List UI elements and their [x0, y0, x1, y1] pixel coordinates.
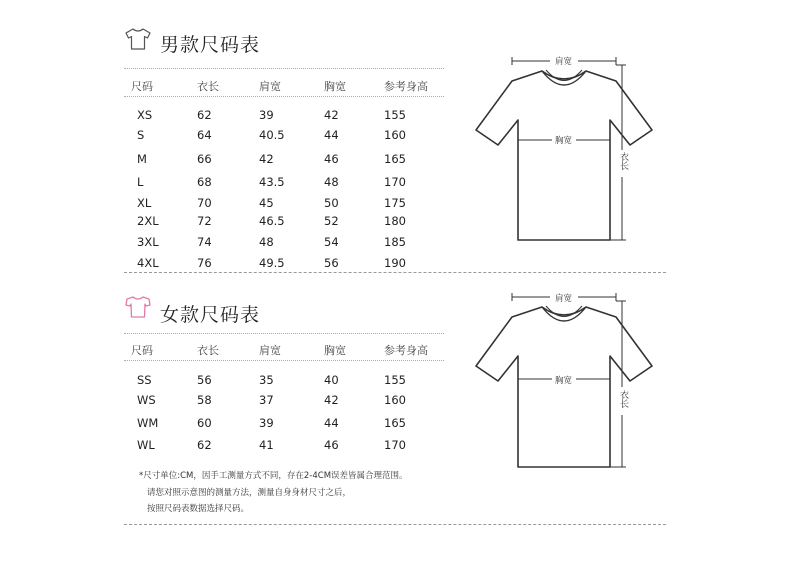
men-title-divider: [124, 68, 444, 69]
women-header-divider: [124, 360, 444, 361]
women-row-1-chest: 42: [324, 393, 339, 407]
women-row-0-chest: 40: [324, 373, 339, 387]
women-row-2-size: WM: [137, 416, 159, 430]
men-row-6-height: 185: [384, 235, 406, 249]
men-row-7-length: 76: [197, 256, 212, 270]
men-row-1-size: S: [137, 128, 145, 142]
men-row-2-chest: 46: [324, 152, 339, 166]
women-row-3-shoulder: 41: [259, 438, 274, 452]
women-row-3-length: 62: [197, 438, 212, 452]
women-row-1-height: 160: [384, 393, 406, 407]
women-row-1-length: 58: [197, 393, 212, 407]
men-row-6-length: 74: [197, 235, 212, 249]
men-row-4-shoulder: 45: [259, 196, 274, 210]
men-size-table-title: 男款尺码表: [160, 34, 261, 56]
women-diagram-chest-label: 胸宽: [555, 376, 573, 386]
men-row-3-size: L: [137, 175, 144, 189]
men-row-2-length: 66: [197, 152, 212, 166]
men-header-height: 参考身高: [384, 80, 428, 93]
men-row-4-chest: 50: [324, 196, 339, 210]
women-row-0-size: SS: [137, 373, 152, 387]
men-row-7-height: 190: [384, 256, 406, 270]
women-row-2-height: 165: [384, 416, 406, 430]
men-row-2-size: M: [137, 152, 147, 166]
men-row-6-size: 3XL: [137, 235, 159, 249]
size-note-1: *尺寸单位:CM，因手工测量方式不同，存在2-4CM误差皆属合理范围。: [139, 471, 408, 481]
tshirt-pink-icon: [124, 294, 152, 320]
men-row-4-size: XL: [137, 196, 152, 210]
men-row-0-size: XS: [137, 108, 153, 122]
men-row-1-length: 64: [197, 128, 212, 142]
size-note-2: 请您对照示意图的测量方法，测量自身身材尺寸之后，: [147, 488, 352, 498]
men-row-0-chest: 42: [324, 108, 339, 122]
women-row-0-height: 155: [384, 373, 406, 387]
men-header-divider: [124, 96, 444, 97]
women-row-1-shoulder: 37: [259, 393, 274, 407]
women-section-divider: [124, 524, 666, 525]
men-row-5-size: 2XL: [137, 214, 159, 228]
men-row-2-shoulder: 42: [259, 152, 274, 166]
men-header-chest: 胸宽: [324, 80, 346, 93]
women-row-3-size: WL: [137, 438, 155, 452]
men-row-7-size: 4XL: [137, 256, 159, 270]
men-section-divider: [124, 272, 666, 273]
men-diagram-chest-label: 胸宽: [555, 136, 573, 146]
women-title-divider: [124, 333, 444, 334]
women-size-table-title: 女款尺码表: [160, 304, 261, 326]
men-row-3-height: 170: [384, 175, 406, 189]
men-header-size: 尺码: [131, 80, 153, 93]
women-row-1-size: WS: [137, 393, 156, 407]
women-row-0-shoulder: 35: [259, 373, 274, 387]
women-header-size: 尺码: [131, 344, 153, 357]
men-diagram-shoulder-label: 肩宽: [555, 57, 573, 67]
men-header-length: 衣长: [197, 80, 219, 93]
men-diagram-length-text: 衣长: [618, 152, 628, 170]
men-diagram-length-label: [617, 152, 627, 174]
women-row-2-length: 60: [197, 416, 212, 430]
men-row-6-chest: 54: [324, 235, 339, 249]
men-row-0-height: 155: [384, 108, 406, 122]
women-row-2-shoulder: 39: [259, 416, 274, 430]
women-diagram-length-text: 衣长: [618, 390, 628, 408]
men-row-3-length: 68: [197, 175, 212, 189]
men-row-5-height: 180: [384, 214, 406, 228]
women-diagram-length-label: [617, 390, 627, 412]
men-row-2-height: 165: [384, 152, 406, 166]
women-header-chest: 胸宽: [324, 344, 346, 357]
women-header-height: 参考身高: [384, 344, 428, 357]
men-row-5-chest: 52: [324, 214, 339, 228]
men-row-7-shoulder: 49.5: [259, 256, 285, 270]
tshirt-outline-icon: [124, 27, 152, 51]
men-row-3-shoulder: 43.5: [259, 175, 285, 189]
men-row-1-height: 160: [384, 128, 406, 142]
men-row-1-chest: 44: [324, 128, 339, 142]
men-header-shoulder: 肩宽: [259, 80, 281, 93]
size-note-3: 按照尺码表数据选择尺码。: [147, 504, 250, 514]
men-row-6-shoulder: 48: [259, 235, 274, 249]
men-row-3-chest: 48: [324, 175, 339, 189]
men-row-1-shoulder: 40.5: [259, 128, 285, 142]
men-row-0-length: 62: [197, 108, 212, 122]
men-row-5-shoulder: 46.5: [259, 214, 285, 228]
men-row-7-chest: 56: [324, 256, 339, 270]
women-tshirt-diagram: [470, 287, 670, 487]
men-row-5-length: 72: [197, 214, 212, 228]
women-row-0-length: 56: [197, 373, 212, 387]
women-row-2-chest: 44: [324, 416, 339, 430]
women-row-3-height: 170: [384, 438, 406, 452]
women-diagram-shoulder-label: 肩宽: [555, 294, 573, 304]
men-row-4-height: 175: [384, 196, 406, 210]
women-header-shoulder: 肩宽: [259, 344, 281, 357]
women-header-length: 衣长: [197, 344, 219, 357]
women-row-3-chest: 46: [324, 438, 339, 452]
men-row-4-length: 70: [197, 196, 212, 210]
men-row-0-shoulder: 39: [259, 108, 274, 122]
